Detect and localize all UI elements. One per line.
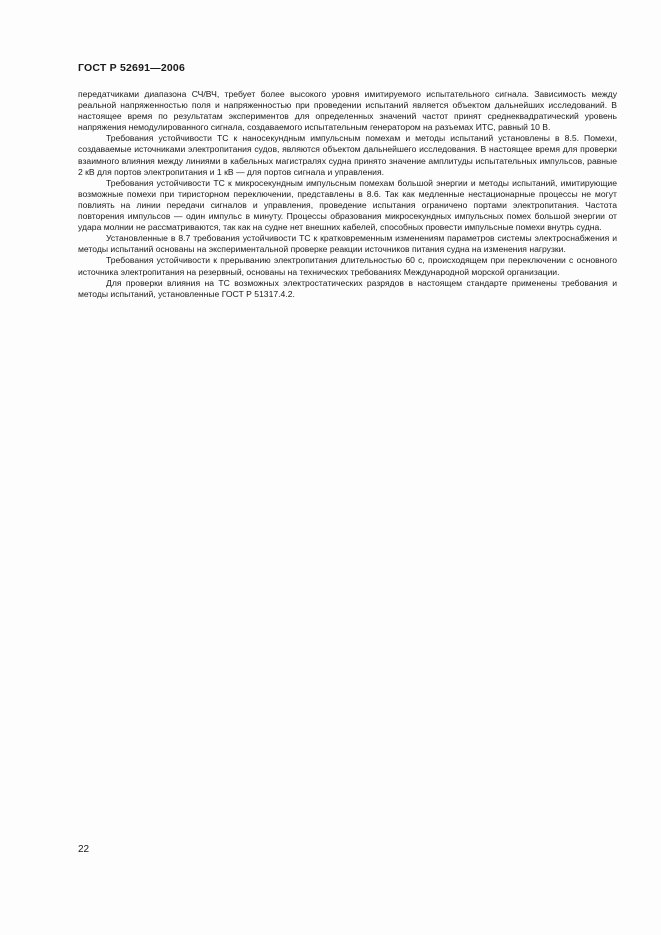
paragraph-nanosecond-impulse: Требования устойчивости ТС к наносекундным импульсным помехам и методы испытаний установлены в 8.5. Помехи, создаваемые источниками электропитания судов, являются объектом дальнейшего исследования. В настоящее время для проверки взаимного влияния между линиями в кабельных магистралях судна принято значение амплитуды испытательных импульсов, равные 2 кВ для портов электропитания и 1 кВ — для портов сигнала и управления. <box>78 133 617 177</box>
paragraph-power-interruption: Требования устойчивости к прерыванию электропитания длительностью 60 с, происходящем при переключении с основного источника электропитания на резервный, основаны на технических требованиях Международной морской организации. <box>78 255 617 277</box>
paragraph-continuation: передатчиками диапазона СЧ/ВЧ, требует более высокого уровня имитируемого испытательного сигнала. Зависимость между реальной напряженностью поля и напряженностью при проведении испытаний является объектом дальнейших исследований. В настоящее время по результатам экспериментов для определенных значений частот принят среднеквадратический уровень напряжения немодулированного сигнала, создаваемого испытательным генератором на разъемах ИТС, равный 10 В. <box>78 89 617 133</box>
page-number: 22 <box>78 844 90 855</box>
paragraph-electrostatic-discharge: Для проверки влияния на ТС возможных электростатических разрядов в настоящем стандарте применены требования и методы испытаний, установленные ГОСТ Р 51317.4.2. <box>78 277 617 299</box>
paragraph-power-variations: Установленные в 8.7 требования устойчивости ТС к кратковременным изменениям параметров системы электроснабжения и методы испытаний основаны на экспериментальной проверке реакции источников питания судна на изменения нагрузки. <box>78 233 617 255</box>
paragraph-microsecond-impulse: Требования устойчивости ТС к микросекундным импульсным помехам большой энергии и методы испытаний, имитирующие возможные помехи при тиристорном переключении, представлены в 8.6. Так как медленные нестационарные процессы не могут повлиять на линии передачи сигналов и управления, проведение испытания ограничено портами электропитания. Частота повторения импульсов — один импульс в минуту. Процессы образования микросекундных импульсных помех большой энергии от удара молнии не рассматриваются, так как на судне нет внешних кабелей, способных провести импульсные помехи внутрь судна. <box>78 177 617 233</box>
body-text <box>78 89 617 300</box>
standard-code-header: ГОСТ Р 52691—2006 <box>78 62 186 74</box>
